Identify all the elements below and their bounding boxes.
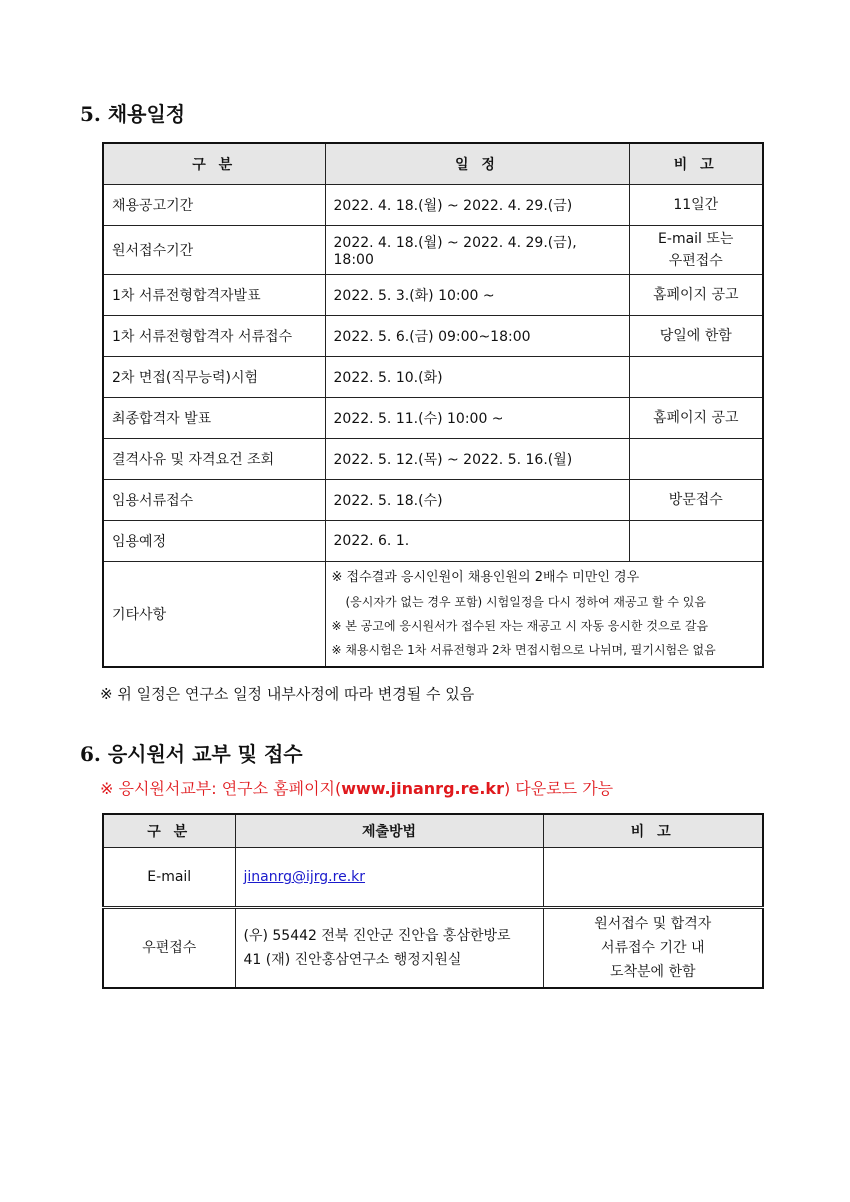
table-row [103, 908, 763, 989]
post-remark-line3: 도착분에 한함 [609, 964, 696, 980]
section-6-title: 6. 응시원서 교부 및 접수 [80, 742, 303, 766]
header-remark: 비 고 [629, 143, 763, 185]
schedule-footnote: ※ 위 일정은 연구소 일정 내부사정에 따라 변경될 수 있음 [100, 685, 475, 703]
row-schedule: 2022. 5. 6.(금) 09:00~18:00 [325, 316, 629, 357]
row-schedule: 2022. 4. 18.(월) ~ 2022. 4. 29.(금) [325, 185, 629, 226]
table-row [103, 316, 763, 357]
row-schedule: 2022. 5. 11.(수) 10:00 ~ [325, 398, 629, 439]
row-category: 2차 면접(직무능력)시험 [103, 357, 325, 398]
row-schedule: 2022. 6. 1. [325, 521, 629, 562]
row-remark: 당일에 한함 [629, 316, 763, 357]
application-download-note [100, 776, 613, 799]
row-remark: 방문접수 [629, 480, 763, 521]
header-method: 제출방법 [235, 814, 543, 848]
etc-label: 기타사항 [103, 562, 325, 668]
row-remark [629, 439, 763, 480]
post-label: 우편접수 [103, 908, 235, 989]
row-remark: 11일간 [629, 185, 763, 226]
header-schedule: 일 정 [325, 143, 629, 185]
row-remark [629, 226, 763, 275]
post-address [235, 908, 543, 989]
submission-table [102, 813, 764, 989]
header-category: 구 분 [103, 143, 325, 185]
row-remark-line1: E-mail 또는 [658, 231, 734, 247]
row-remark [629, 521, 763, 562]
row-remark [629, 357, 763, 398]
row-category: 채용공고기간 [103, 185, 325, 226]
post-address-line1: (우) 55442 전북 진안군 진안읍 홍삼한방로 [243, 928, 511, 944]
email-link[interactable]: jinanrg@ijrg.re.kr [243, 869, 366, 885]
table-row [103, 185, 763, 226]
row-schedule: 2022. 5. 18.(수) [325, 480, 629, 521]
table-row [103, 357, 763, 398]
etc-note-1: ※ 접수결과 응시인원이 채용인원의 2배수 미만인 경우 [331, 570, 640, 585]
row-remark: 홈페이지 공고 [629, 398, 763, 439]
submission-header-row [103, 814, 763, 848]
red-note-prefix: ※ 응시원서교부: 연구소 홈페이지( [100, 779, 342, 798]
etc-note-4: ※ 채용시험은 1차 서류전형과 2차 면접시험으로 나뉘며, 필기시험은 없음 [331, 643, 716, 657]
row-category: 임용서류접수 [103, 480, 325, 521]
row-remark-line2: 우편접수 [668, 253, 723, 269]
row-category: 원서접수기간 [103, 226, 325, 275]
table-row [103, 439, 763, 480]
table-row [103, 521, 763, 562]
email-cell [235, 848, 543, 908]
schedule-table [102, 142, 764, 668]
table-row [103, 226, 763, 275]
row-category: 1차 서류전형합격자발표 [103, 275, 325, 316]
email-label: E-mail [103, 848, 235, 908]
etc-note-2: (응시자가 없는 경우 포함) 시험일정을 다시 정하여 재공고 할 수 있음 [345, 595, 706, 609]
red-note-suffix: ) 다운로드 가능 [503, 779, 614, 798]
table-row [103, 398, 763, 439]
post-remark-line1: 원서접수 및 합격자 [594, 916, 712, 932]
header-remark: 비 고 [543, 814, 763, 848]
header-category: 구 분 [103, 814, 235, 848]
homepage-url[interactable]: www.jinanrg.re.kr [341, 779, 504, 798]
row-schedule: 2022. 5. 10.(화) [325, 357, 629, 398]
post-remark [543, 908, 763, 989]
email-remark [543, 848, 763, 908]
row-category: 1차 서류전형합격자 서류접수 [103, 316, 325, 357]
row-schedule: 2022. 5. 3.(화) 10:00 ~ [325, 275, 629, 316]
table-row [103, 275, 763, 316]
etc-row [103, 562, 763, 668]
schedule-header-row [103, 143, 763, 185]
post-remark-line2: 서류접수 기간 내 [600, 940, 705, 956]
row-category: 최종합격자 발표 [103, 398, 325, 439]
section-5-title: 5. 채용일정 [80, 102, 186, 126]
post-address-line2: 41 (재) 진안홍삼연구소 행정지원실 [243, 952, 462, 968]
etc-notes [325, 562, 763, 668]
row-remark: 홈페이지 공고 [629, 275, 763, 316]
table-row [103, 480, 763, 521]
table-row [103, 848, 763, 908]
etc-note-3: ※ 본 공고에 응시원서가 접수된 자는 재공고 시 자동 응시한 것으로 갈음 [331, 619, 709, 633]
row-schedule: 2022. 5. 12.(목) ~ 2022. 5. 16.(월) [325, 439, 629, 480]
row-category: 임용예정 [103, 521, 325, 562]
row-category: 결격사유 및 자격요건 조회 [103, 439, 325, 480]
row-schedule: 2022. 4. 18.(월) ~ 2022. 4. 29.(금), 18:00 [325, 226, 629, 275]
